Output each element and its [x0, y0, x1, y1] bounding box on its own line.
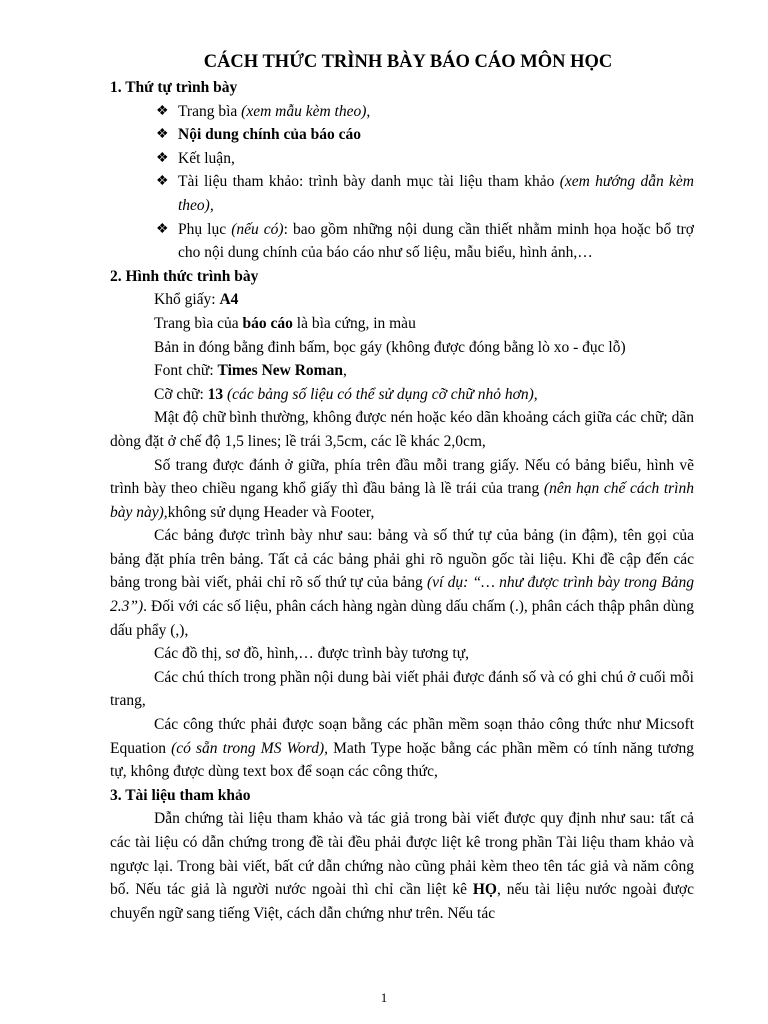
text: , nếu tài liệu nước ngoài được chuyển ngữ sang tiếng Việt, cách dẫn chứng như trên. Nếu tác — [110, 881, 694, 922]
bullet-text: Phụ lục — [178, 220, 232, 238]
page-number-paragraph — [110, 454, 694, 525]
note: (các bảng số liệu có thể sử dụng cỡ chữ nhỏ hơn), — [227, 385, 538, 403]
formula-paragraph — [110, 713, 694, 784]
label: Font chữ: — [154, 362, 218, 380]
bullet-item — [110, 123, 694, 147]
diamond-bullet-icon: ❖ — [156, 221, 169, 237]
page-number: 1 — [380, 990, 388, 1005]
bullet-item — [110, 218, 694, 265]
document-page — [110, 48, 694, 925]
paper-size-line — [110, 288, 694, 312]
bullet-item — [110, 100, 694, 124]
binding-line: Bản in đóng bằng đinh bấm, bọc gáy (không được đóng bằng lò xo - đục lỗ) — [154, 338, 626, 356]
document-title: CÁCH THỨC TRÌNH BÀY BÁO CÁO MÔN HỌC — [203, 52, 613, 72]
bullet-item — [110, 147, 694, 171]
diamond-bullet-icon: ❖ — [156, 174, 169, 190]
footnotes-paragraph: Các chú thích trong phần nội dung bài viết phải được đánh số và có ghi chú ở cuối mỗi trang, — [110, 668, 694, 710]
text: Math Type hoặc bằng các phần mềm có tính năng tương tự, không được dùng text box để soạn các công thức, — [110, 739, 695, 781]
section-1-heading: 1. Thứ tự trình bày — [110, 79, 238, 96]
tables-paragraph — [110, 524, 694, 642]
references-paragraph — [110, 807, 694, 925]
text: Số trang được đánh ở giữa, phía trên đầu mỗi trang giấy. Nếu có bảng biểu, hình vẽ trình bày theo chiều ngang khổ giấy thì đầu bảng là lề trái của trang — [110, 456, 694, 498]
label: , — [342, 362, 347, 380]
bullet-note: (nếu có) — [231, 220, 284, 238]
cover-line — [110, 312, 694, 336]
value: Times New Roman — [217, 362, 343, 380]
bullet-text: : bao gồm những nội dung cần thiết nhằm minh họa hoặc bổ trợ cho nội dung chính của báo cáo như số liệu, mẫu biểu, hình ảnh,… — [178, 220, 694, 262]
note: (nên hạn chế cách trình bày này), — [110, 480, 694, 521]
value: A4 — [219, 291, 239, 309]
text: không sử dụng Header và Footer, — [167, 503, 375, 521]
text: Các bảng được trình bày như sau: bảng và số thứ tự của bảng (in đậm), tên gọi của bảng đặt phía trên bảng. Tất cả các bảng phải ghi rõ nguồn gốc tài liệu. Khi đề cập đến các bảng trong bài viết, phải chỉ rõ số thứ tự của bảng — [110, 527, 694, 592]
density-paragraph: Mật độ chữ bình thường, không được nén hoặc kéo dãn khoảng cách giữa các chữ; dãn dòng đặt ở chế độ 1,5 lines; lề trái 3,5cm, các lề khác 2,0cm, — [110, 409, 694, 450]
bullet-text: Tài liệu tham khảo: trình bày danh mục tài liệu tham khảo — [178, 173, 560, 191]
text: . Đối với các số liệu, phân cách hàng ngàn dùng dấu chấm (.), phân cách thập phân dùng dấu phẩy (,), — [110, 598, 694, 639]
font-size-line — [110, 383, 694, 407]
text: Các công thức phải được soạn bằng các phần mềm soạn thảo công thức như Micsoft Equation — [110, 716, 694, 757]
text: Dẫn chứng tài liệu tham khảo và tác giả trong bài viết được quy định như sau: tất cả các tài liệu có dẫn chứng trong đề tài đều phải được liệt kê trong phần Tài liệu tham khảo và ngược lại. Trong bài viết, bất cứ dẫn chứng nào cũng phải kèm theo tên tác giả và năm công bố. Nếu tác giả là người nước ngoài thì chỉ cần liệt kê — [110, 810, 694, 899]
font-line — [110, 359, 694, 383]
note: (có sẵn trong MS Word), — [171, 739, 329, 757]
section-3-heading: 3. Tài liệu tham khảo — [110, 786, 251, 804]
bullet-text: Trang bìa — [178, 102, 242, 120]
label: Trang bìa của — [154, 314, 243, 332]
label: Cỡ chữ: — [154, 385, 208, 403]
value: 13 — [207, 385, 224, 403]
diamond-bullet-icon: ❖ — [156, 127, 169, 143]
bullet-note: (xem mẫu kèm theo), — [241, 102, 371, 120]
value: báo cáo — [242, 314, 293, 332]
diamond-bullet-icon: ❖ — [156, 150, 169, 166]
bullet-text: Kết luận, — [178, 149, 235, 167]
emphasis: HỌ — [472, 881, 497, 899]
bullet-text: Nội dung chính của báo cáo — [178, 126, 362, 144]
label: Khổ giấy: — [154, 291, 220, 309]
graphs-paragraph: Các đồ thị, sơ đồ, hình,… được trình bày tương tự, — [154, 645, 469, 663]
label: là bìa cứng, in màu — [292, 314, 416, 332]
note: (ví dụ: “… như được trình bày trong Bảng 2.3”) — [110, 574, 694, 616]
section-2-heading: 2. Hình thức trình bày — [110, 267, 259, 285]
bullet-note: (xem hướng dẫn kèm theo), — [178, 173, 695, 214]
bullet-item — [110, 170, 694, 217]
diamond-bullet-icon: ❖ — [156, 103, 169, 119]
